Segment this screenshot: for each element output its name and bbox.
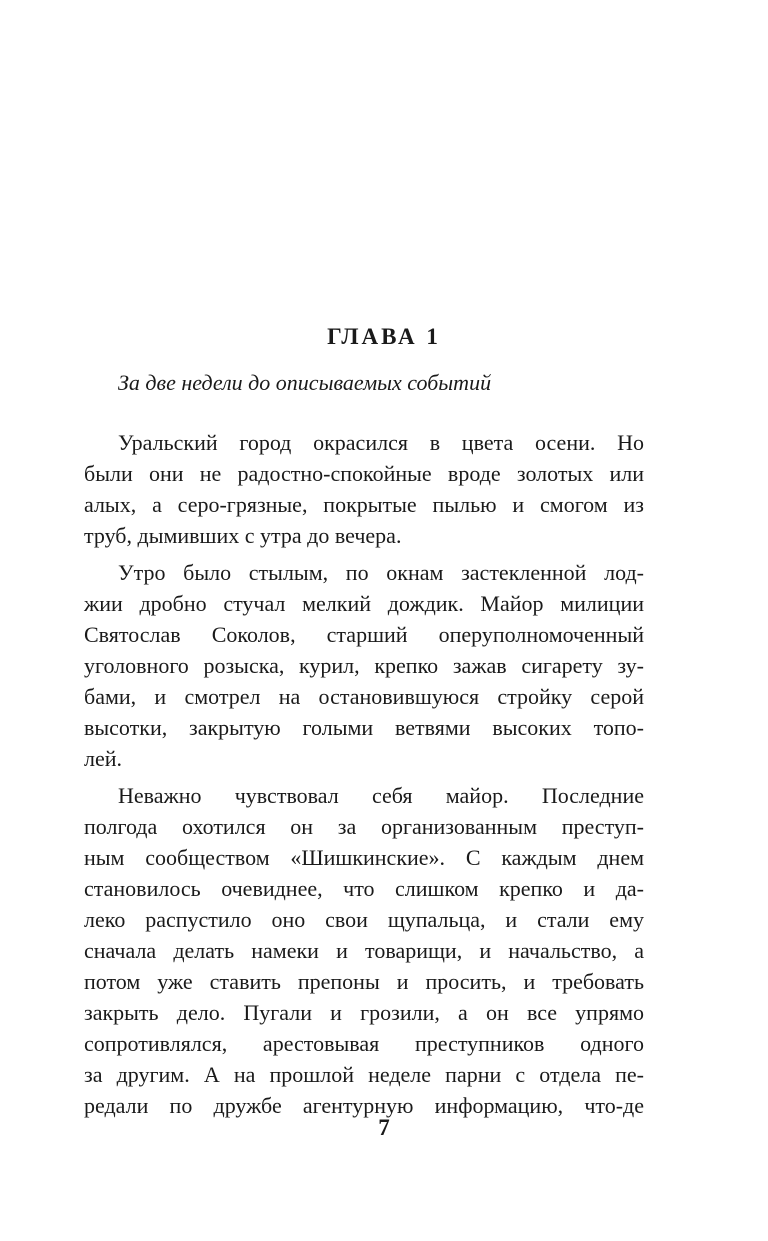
paragraph-2 — [84, 557, 644, 774]
text-line: Неважно чувствовал себя майор. Последние — [118, 783, 644, 808]
text-line: высотки, закрытую голыми ветвями высоких топо- — [84, 715, 644, 740]
text-line: бами, и смотрел на остановившуюся стройку серой — [84, 684, 644, 709]
text-line: за другим. А на прошлой неделе парни с отдела пе- — [84, 1062, 644, 1087]
text-line: жии дробно стучал мелкий дождик. Майор милиции — [84, 591, 644, 616]
text-line: Святослав Соколов, старший оперуполномоченный — [84, 622, 644, 647]
text-line: закрыть дело. Пугали и грозили, а он все упрямо — [84, 1000, 644, 1025]
body-text — [84, 427, 644, 1127]
text-line: Уральский город окрасился в цвета осени. Но — [118, 430, 644, 455]
text-line: Утро было стылым, по окнам застекленной лод- — [118, 560, 644, 585]
text-line: сначала делать намеки и товарищи, и начальство, а — [84, 938, 644, 963]
paragraph-1 — [84, 427, 644, 551]
text-line: становилось очевиднее, что слишком крепко и да- — [84, 876, 644, 901]
text-line: полгода охотился он за организованным преступ- — [84, 814, 644, 839]
text-line: алых, а серо-грязные, покрытые пылью и смогом из — [84, 492, 644, 517]
text-line: ным сообществом «Шишкинские». С каждым днем — [84, 845, 644, 870]
text-line: сопротивлялся, арестовывая преступников одного — [84, 1031, 644, 1056]
chapter-epigraph: За две недели до описываемых событий — [118, 370, 492, 395]
text-line: труб, дымивших с утра до вечера. — [84, 523, 402, 548]
paragraph-3 — [84, 780, 644, 1121]
page-number: 7 — [378, 1115, 390, 1140]
text-line: лей. — [84, 746, 123, 771]
text-line: были они не радостно-спокойные вроде золотых или — [84, 461, 644, 486]
text-line: потом уже ставить препоны и просить, и требовать — [84, 969, 644, 994]
text-line: редали по дружбе агентурную информацию, что-де — [84, 1093, 644, 1118]
chapter-title: ГЛАВА 1 — [327, 324, 441, 349]
text-line: леко распустило оно свои щупальца, и стали ему — [84, 907, 644, 932]
text-line: уголовного розыска, курил, крепко зажав сигарету зу- — [84, 653, 644, 678]
